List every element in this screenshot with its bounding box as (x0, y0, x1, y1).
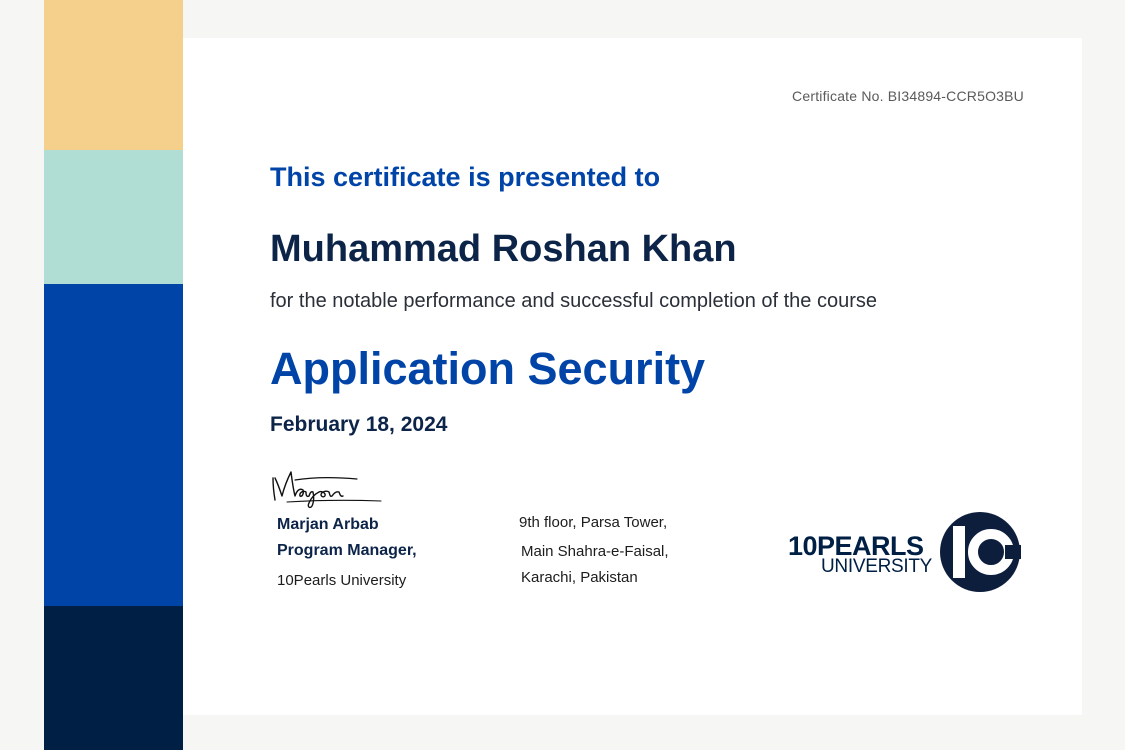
logo-sub-text: UNIVERSITY (821, 556, 933, 577)
address-line-1: 9th floor, Parsa Tower, (519, 514, 668, 531)
certificate-number-prefix: Certificate No. (792, 88, 884, 104)
course-title: Application Security (270, 343, 706, 394)
logo-brand-text: 10PEARLS (788, 531, 924, 561)
decor-stripe-mint (44, 150, 183, 284)
decor-stripe-blue (44, 284, 183, 606)
signer-name: Marjan Arbab (277, 516, 379, 533)
logo-ten-mark-icon (939, 511, 1021, 593)
certificate-card (183, 38, 1082, 715)
recipient-name: Muhammad Roshan Khan (270, 228, 737, 270)
certificate-number (792, 88, 1024, 104)
presented-heading: This certificate is presented to (270, 162, 661, 192)
decor-stripe-yellow (44, 0, 183, 150)
signer-role: Program Manager, (277, 542, 417, 559)
address-line-3: Karachi, Pakistan (521, 569, 638, 586)
signature-image (269, 466, 384, 510)
university-logo (788, 511, 1028, 593)
signer-organization: 10Pearls University (277, 572, 407, 589)
certificate-number-value: BI34894-CCR5O3BU (887, 88, 1024, 104)
decor-stripe-navy (44, 606, 183, 750)
address-line-2: Main Shahra-e-Faisal, (521, 543, 669, 560)
completion-text: for the notable performance and successful completion of the course (270, 290, 878, 312)
issue-date: February 18, 2024 (270, 413, 448, 436)
